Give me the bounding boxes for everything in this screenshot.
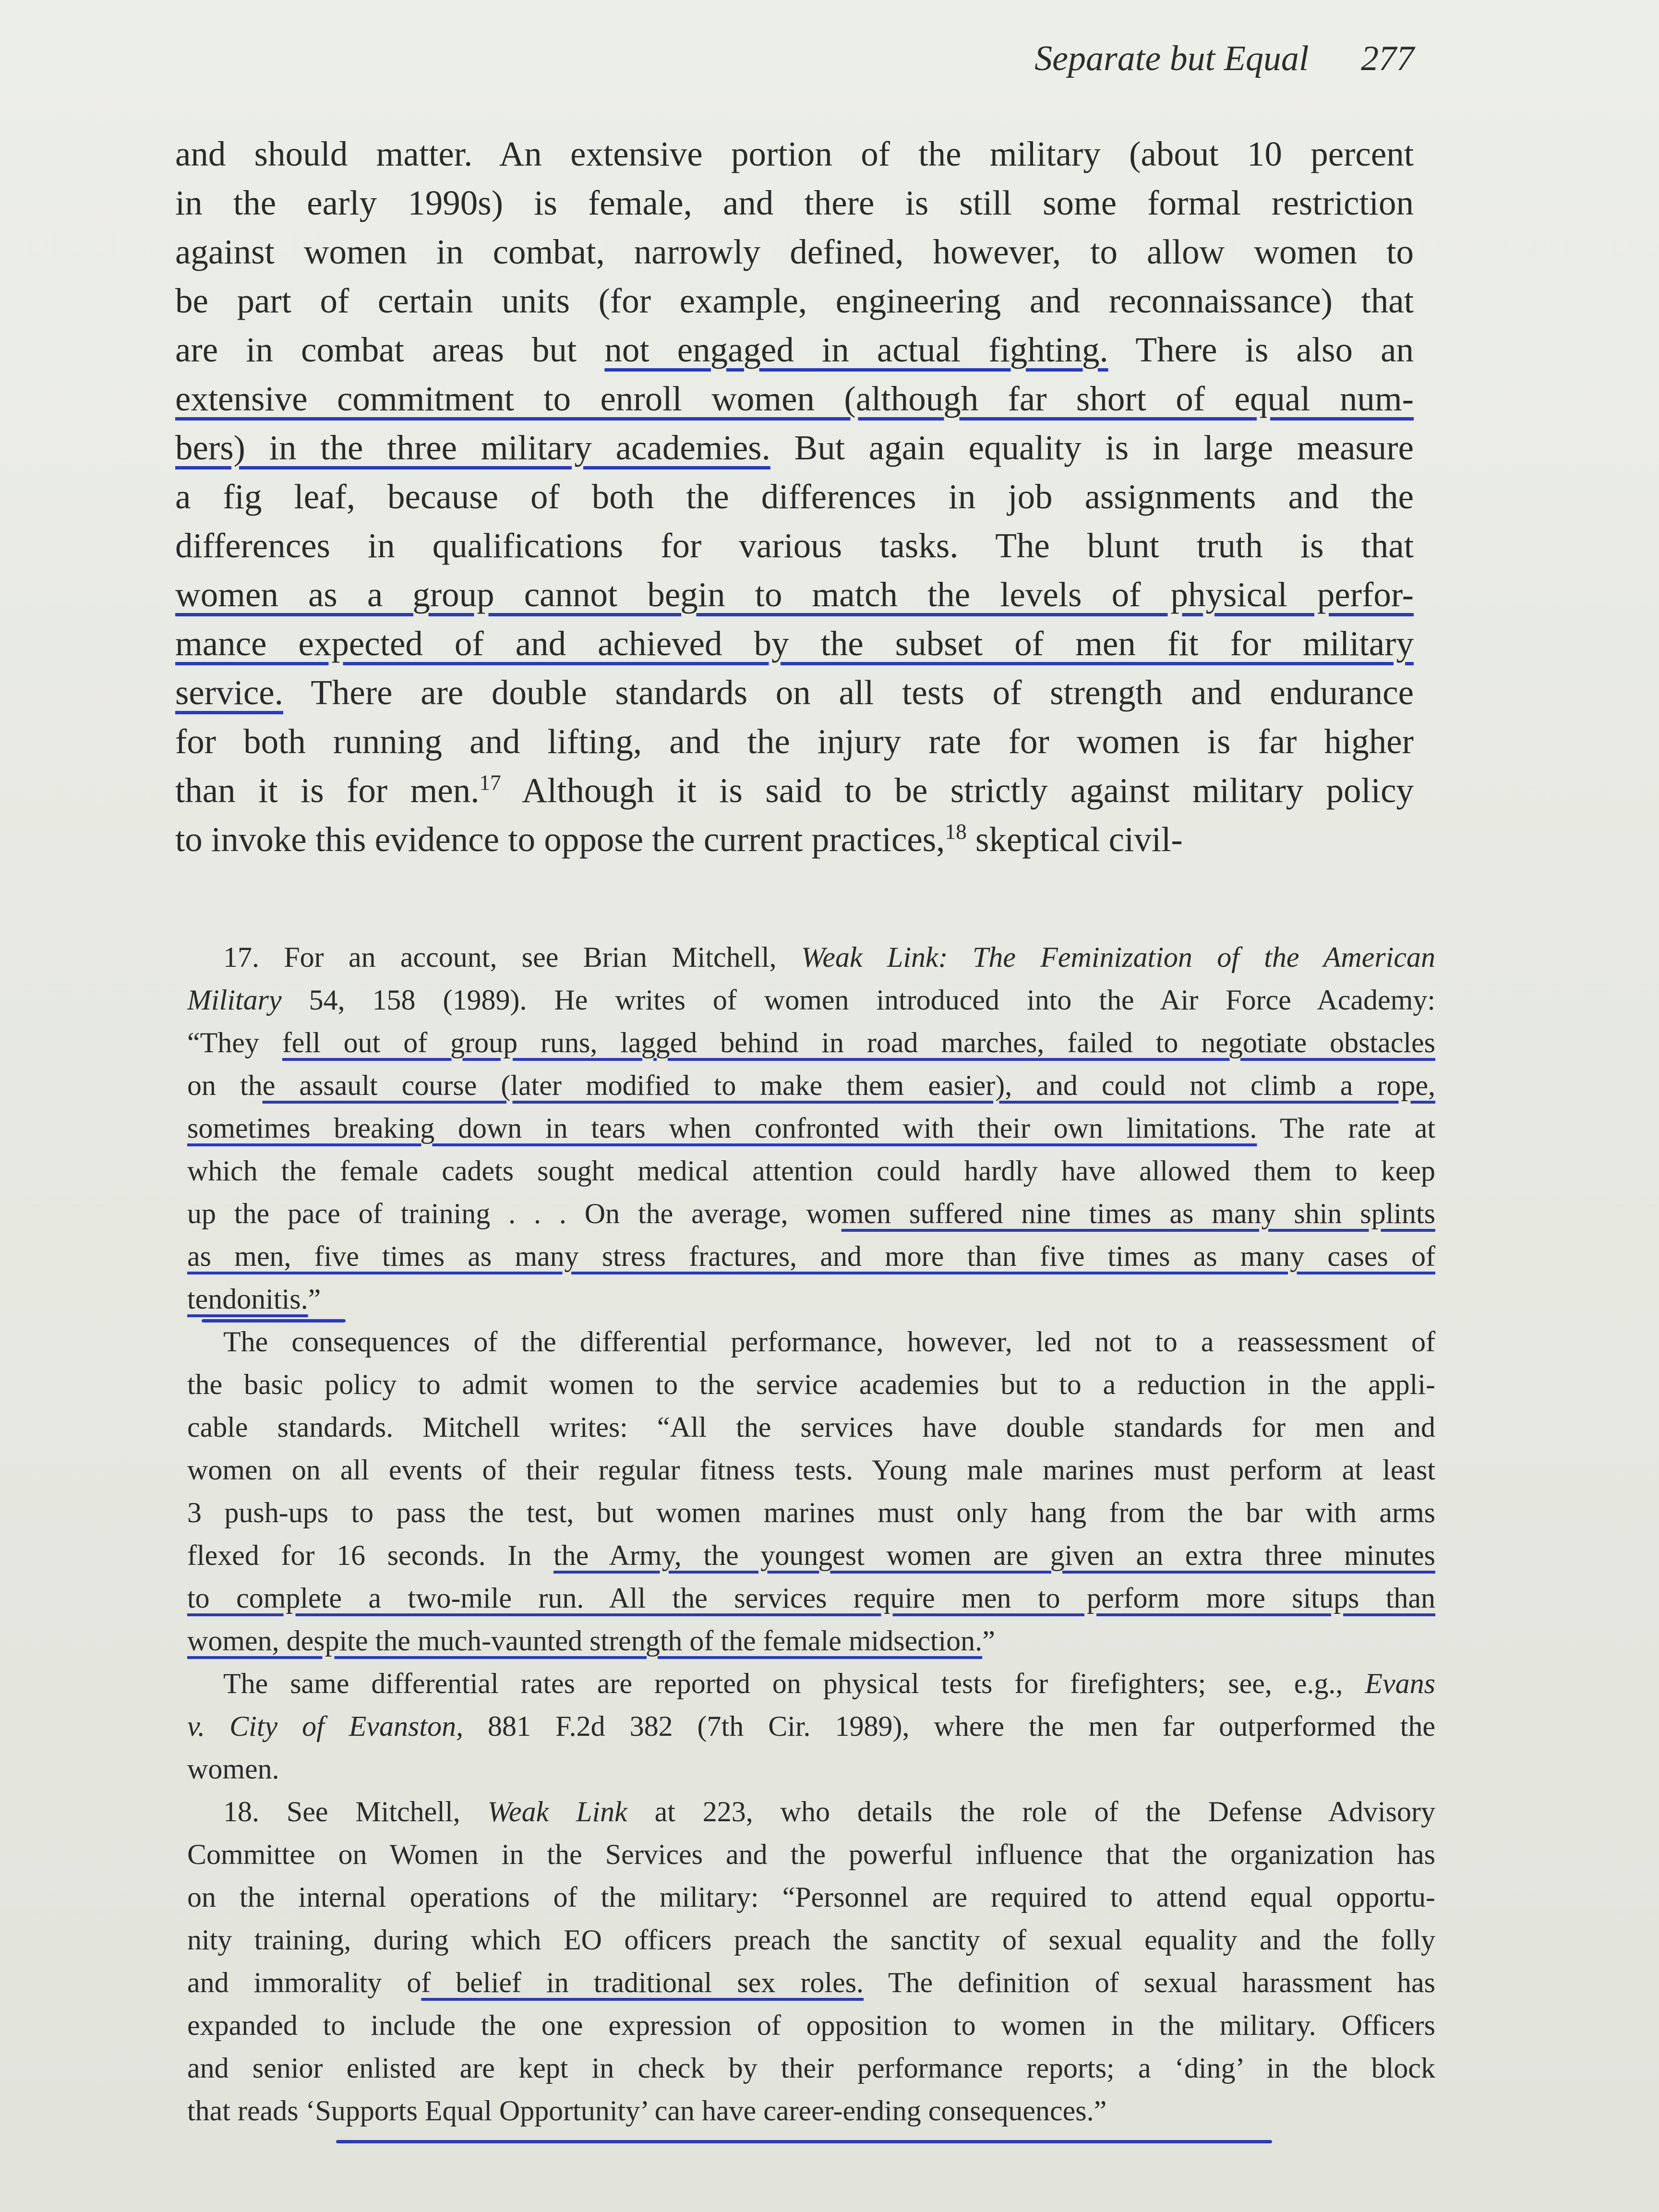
body-line	[175, 766, 1414, 815]
page-header	[1034, 38, 1414, 79]
footnote-text: flexed for 16 seconds. In	[187, 1539, 553, 1571]
body-text-segment: skeptical civil-	[966, 820, 1183, 859]
book-title: Weak Link: The Feminization of the American	[801, 941, 1435, 973]
footnote-line	[187, 1620, 1435, 1662]
body-line: differences in qualifications for various tasks. The blunt truth is that	[175, 526, 1414, 565]
footnote-text: The rate at	[1257, 1112, 1435, 1144]
main-body-text	[175, 130, 1414, 864]
body-line: in the early 1990s) is female, and there is still some formal restriction	[175, 183, 1414, 222]
footnote-text: 54, 158 (1989). He writes of women introduced into the Air Force Academy:	[281, 984, 1435, 1016]
body-line	[175, 570, 1414, 619]
footnote-line: that reads ‘Supports Equal Opportunity’ can have career-ending consequences.”	[187, 2095, 1107, 2127]
footnote-line: Committee on Women in the Services and the powerful influence that the organization has	[187, 1839, 1435, 1870]
pen-underline-segment: sometimes breaking down in tears when confronted with their own limitations.	[187, 1112, 1257, 1144]
footnote-ref-18: 18	[945, 819, 967, 844]
footnote-text: 881 F.2d 382 (7th Cir. 1989), where the men far outperformed the	[463, 1710, 1435, 1742]
pen-underline-segment: as men, five times as many stress fractures, and more than five times as many cases of	[187, 1240, 1435, 1272]
running-head: Separate but Equal	[1034, 39, 1309, 78]
case-name: Evans	[1365, 1668, 1435, 1699]
footnote-line	[187, 979, 1435, 1022]
pen-underline-segment: tendonitis.	[187, 1283, 308, 1315]
body-text-segment: are in combat areas but	[175, 330, 605, 369]
body-text-segment: But again equality is in large measure	[770, 428, 1414, 467]
footnote-line	[187, 1961, 1435, 2004]
body-line: against women in combat, narrowly defined, however, to allow women to	[175, 232, 1414, 271]
body-line	[175, 815, 1414, 864]
body-line: a fig leaf, because of both the differences in job assignments and the	[175, 477, 1414, 516]
body-line	[175, 668, 1414, 717]
footnote-text: ”	[308, 1283, 321, 1315]
pen-underline-segment: the Army, the youngest women are given an extra three minutes	[553, 1539, 1435, 1571]
footnote-line: which the female cadets sought medical attention could hardly have allowed them to keep	[187, 1155, 1435, 1187]
footnote-text: at 223, who details the role of the Defense Advisory	[627, 1796, 1436, 1827]
footnote-line: nity training, during which EO officers preach the sanctity of sexual equality and the folly	[187, 1924, 1435, 1956]
body-text-segment: than it is for men.	[175, 771, 480, 810]
footnote-line	[187, 936, 1435, 979]
footnote-text: 17. For an account, see Brian Mitchell,	[223, 941, 801, 973]
pen-underline-segment: extensive commitment to enroll women (although far short of equal num-	[175, 379, 1414, 418]
footnote-text: “They	[187, 1027, 282, 1058]
book-title: Military	[187, 984, 282, 1016]
book-title: Weak Link	[487, 1796, 627, 1827]
page-number: 277	[1361, 39, 1414, 78]
footnote-line	[187, 1235, 1435, 1278]
footnote-text: 18. See Mitchell,	[223, 1796, 488, 1827]
footnote-line: cable standards. Mitchell writes: “All the services have double standards for men and	[187, 1411, 1435, 1443]
pen-underline-segment: fell out of group runs, lagged behind in road marches, failed to negotiate obstacles	[282, 1027, 1435, 1058]
pen-underline-segment: women as a group cannot begin to match the levels of physical perfor-	[175, 575, 1414, 614]
footnote-text: The definition of sexual harassment has	[864, 1967, 1436, 1998]
pen-underline-segment: men suffered nine times as many shin splints	[841, 1198, 1435, 1229]
body-text-segment: There are double standards on all tests of strength and endurance	[283, 673, 1414, 712]
pen-stroke	[336, 2140, 1272, 2143]
pen-underline-segment: bers) in the three military academies.	[175, 428, 770, 467]
footnote-line	[187, 1791, 1435, 1833]
case-name: v. City of Evanston,	[187, 1710, 464, 1742]
pen-underline-segment: service.	[175, 673, 283, 712]
footnote-line	[187, 1278, 1435, 1321]
footnote-line	[187, 1534, 1435, 1577]
footnote-line	[187, 1064, 1435, 1107]
footnote-line: women on all events of their regular fitness tests. Young male marines must perform at least	[187, 1454, 1435, 1486]
footnote-line	[187, 1662, 1435, 1705]
footnote-line	[187, 1022, 1435, 1064]
footnote-line: 3 push-ups to pass the test, but women marines must only hang from the bar with arms	[187, 1497, 1435, 1528]
footnote-line	[187, 1705, 1435, 1748]
footnote-text: up the pace of training . . . On the average, wo	[187, 1198, 842, 1229]
pen-underline-segment: to complete a two-mile run. All the services require men to perform more situps than	[187, 1582, 1435, 1614]
footnote-text: ”	[982, 1625, 995, 1657]
body-text-segment: to invoke this evidence to oppose the current practices,	[175, 820, 945, 859]
body-line: and should matter. An extensive portion of the military (about 10 percent	[175, 134, 1414, 173]
body-line: be part of certain units (for example, engineering and reconnaissance) that	[175, 281, 1414, 320]
footnote-line	[187, 1192, 1435, 1235]
pen-underline-segment: e assault course (later modified to make them easier), and could not climb a rope,	[262, 1070, 1435, 1101]
footnote-line	[187, 1107, 1435, 1150]
footnote-line: and senior enlisted are kept in check by their performance reports; a ‘ding’ in the block	[187, 2052, 1435, 2084]
body-text-segment: There is also an	[1108, 330, 1414, 369]
body-line	[175, 423, 1414, 472]
footnote-text: and immorality o	[187, 1967, 421, 1998]
footnote-line	[187, 1577, 1435, 1620]
footnote-line: expanded to include the one expression of opposition to women in the military. Officers	[187, 2009, 1435, 2041]
body-line	[175, 325, 1414, 374]
footnote-line: the basic policy to admit women to the service academies but to a reduction in the appli-	[187, 1369, 1435, 1400]
footnote-line: women.	[187, 1753, 279, 1785]
footnote-ref-17: 17	[479, 770, 501, 795]
footnote-text: The same differential rates are reported on physical tests for firefighters; see, e.g.,	[223, 1668, 1365, 1699]
pen-underline-segment: not engaged in actual fighting.	[604, 330, 1108, 369]
body-line: for both running and lifting, and the injury rate for women is far higher	[175, 722, 1414, 761]
footnote-line: on the internal operations of the military: “Personnel are required to attend equal opportu-	[187, 1881, 1435, 1913]
footnote-text: on th	[187, 1070, 263, 1101]
pen-stroke	[202, 1319, 346, 1322]
body-line	[175, 619, 1414, 668]
footnote-line: The consequences of the differential performance, however, led not to a reassessment of	[223, 1326, 1435, 1358]
pen-underline-segment: mance expected of and achieved by the subset of men fit for military	[175, 624, 1414, 663]
pen-underline-segment: women, despite the much-vaunted strength of the female midsection.	[187, 1625, 983, 1657]
pen-underline-segment: f belief in traditional sex roles.	[421, 1967, 864, 1998]
footnotes	[187, 936, 1435, 2132]
body-text-segment: Although it is said to be strictly against military policy	[501, 771, 1414, 810]
body-line	[175, 374, 1414, 423]
